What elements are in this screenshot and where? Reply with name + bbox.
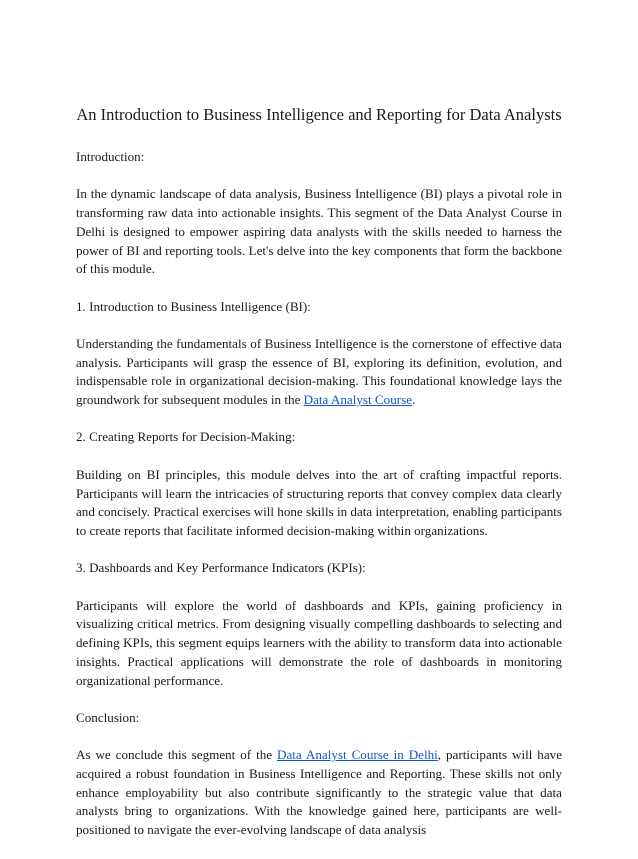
conclusion-text: As we conclude this segment of the xyxy=(76,747,277,763)
document-title: An Introduction to Business Intelligence and Reporting for Data Analysts xyxy=(76,105,562,124)
section1-paragraph xyxy=(76,335,562,410)
section1-text: Understanding the fundamentals of Business Intelligence is the cornerstone of effective data analysis. Participants will grasp the essence of BI, exploring its definition, evolution, and indispensable role in organizational decision-making. This foundational knowledge lays the groundwork for subsequent modules in the xyxy=(76,335,562,408)
data-analyst-course-link[interactable]: Data Analyst Course xyxy=(303,392,413,408)
section1-heading: 1. Introduction to Business Intelligence (BI): xyxy=(76,298,311,314)
section2-heading: 2. Creating Reports for Decision-Making: xyxy=(76,429,296,445)
data-analyst-course-delhi-link[interactable]: Data Analyst Course in Delhi xyxy=(277,747,438,763)
section3-paragraph: Participants will explore the world of dashboards and KPIs, gaining proficiency in visualizing critical metrics. From designing visually compelling dashboards to selecting and defining KPIs, this segment equips learners with the ability to transform data into actionable insights. Practical applications will demonstrate the role of dashboards in monitoring organizational performance. xyxy=(76,597,562,688)
document-page xyxy=(76,104,562,859)
section2-paragraph: Building on BI principles, this module delves into the art of crafting impactful reports. Participants will learn the intricacies of structuring reports that convey complex data clearly and concisely. Practical exercises will hone skills in data interpretation, enabling participants to create reports that facilitate informed decision-making within organizations. xyxy=(76,466,563,538)
section3-heading: 3. Dashboards and Key Performance Indicators (KPIs): xyxy=(76,560,366,576)
intro-heading: Introduction: xyxy=(76,149,145,164)
conclusion-heading: Conclusion: xyxy=(76,709,140,725)
conclusion-text-end: , participants will have acquired a robust foundation in Business Intelligence and Reporting. These skills not only enhance employability but also contribute significantly to the strategic value that data analysts bring to organizations. With the knowledge gained here, participants are well-positioned to navigate the ever-evolving landscape of data analysis xyxy=(76,747,563,838)
section1-text-end: . xyxy=(412,392,416,408)
intro-paragraph: In the dynamic landscape of data analysis, Business Intelligence (BI) plays a pivotal role in transforming raw data into actionable insights. This segment of the Data Analyst Course in Delhi is designed to empower aspiring data analysts with the skills needed to harness the power of BI and reporting tools. Let's delve into the key components that form the backbone of this module. xyxy=(76,186,562,277)
